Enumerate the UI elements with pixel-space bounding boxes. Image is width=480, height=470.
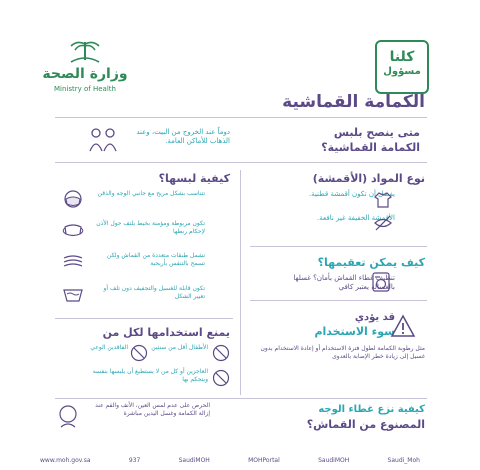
prohibit-unconscious: الفاقدين الوعي bbox=[90, 344, 128, 351]
materials-item-2: الأقمشة الخفيفة غير نافعة. bbox=[317, 214, 395, 222]
footer-bar bbox=[40, 455, 420, 467]
prohibit-children: الأطفال أقل من سنتين bbox=[151, 344, 208, 351]
footer-snap[interactable]: Saudi_Moh bbox=[387, 457, 420, 464]
prohibit-title: يمنع استخدامها لكل من bbox=[102, 326, 230, 339]
howto-title: كيفية لبسها؟ bbox=[158, 172, 230, 185]
misuse-title-1: قد يؤدي bbox=[354, 312, 395, 323]
sterilize-title: كيف يمكن تعقيمها؟ bbox=[317, 256, 425, 269]
footer-portal[interactable]: MOHPortal bbox=[248, 457, 280, 464]
badge-line1: كلنا bbox=[389, 49, 415, 65]
badge-line2: مسؤول bbox=[383, 66, 421, 77]
layers-icon bbox=[60, 252, 86, 272]
ear-loop-icon bbox=[60, 220, 86, 240]
footer-instagram[interactable]: SaudiMOH bbox=[318, 457, 350, 464]
warning-icon bbox=[390, 314, 416, 338]
howto-item-1: تتناسب بشكل مريح مع جانبي الوجه والذقن bbox=[97, 190, 205, 197]
howto-item-4: تكون قابلة للغسيل والتجفيف دون تلف أو تغيير الشكل bbox=[103, 285, 205, 300]
washing-machine-icon bbox=[368, 272, 394, 292]
materials-title: نوع المواد (الأقمشة) bbox=[312, 172, 425, 185]
misuse-title-2: سوء الاستخدام bbox=[314, 325, 395, 338]
shirt-icon bbox=[370, 190, 396, 210]
misuse-text: مثل رطوبة الكمامة لطول فترة الاستخدام أو إعادة الاستخدام بدون غسيل إلى زيادة خطر الإصابة بالعدوى bbox=[260, 345, 425, 360]
when-text: دوماً عند الخروج من البيت، وعند الذهاب للأماكن العامة. bbox=[136, 128, 230, 145]
removal-text: الحرص على عدم لمس العين، الأنف والفم عند إزالة الكمامة وغسل اليدين مباشرة bbox=[95, 402, 210, 417]
no-fabric-icon bbox=[370, 213, 396, 233]
people-icon bbox=[88, 127, 118, 153]
howto-item-2: تكون مربوطة ومؤمنة بخيط يلتف حول الأذن لإحكام ربطها bbox=[96, 220, 205, 235]
hand-face-icon bbox=[55, 403, 81, 429]
when-title-1: متى ينصح بلبس bbox=[333, 126, 420, 139]
footer-website[interactable]: www.moh.gov.sa bbox=[40, 457, 91, 464]
palm-swords-icon bbox=[65, 38, 105, 66]
materials-item-1: يفضل أن تكون أقمشة قطنية. bbox=[308, 190, 395, 198]
when-title-2: الكمامة القماشية؟ bbox=[321, 141, 420, 154]
wash-basin-icon bbox=[60, 284, 86, 304]
sterilize-text: تنظيف غطاء القماش بأمان؟ غسلها بالغسالة يعتبر كافي bbox=[293, 274, 395, 291]
prohibit-unable: العاجزين أو كل من لا يستطيع أن يلبسها بنفسه ويتحكم بها bbox=[92, 368, 208, 383]
ministry-name-ar: وزارة الصحة bbox=[42, 66, 128, 82]
howto-item-3: تشمل طبقات متعددة من القماش ولكن تسمح بالتنفس بأريحية bbox=[106, 252, 205, 267]
removal-title-2: المصنوع من القماش؟ bbox=[306, 418, 425, 431]
footer-phone[interactable]: 937 bbox=[128, 457, 141, 464]
ministry-name-en: Ministry of Health bbox=[54, 85, 116, 93]
footer-twitter[interactable]: SaudiMOH bbox=[178, 457, 210, 464]
mask-fit-icon bbox=[60, 189, 86, 209]
removal-title-1: كيفية نزع غطاء الوجه bbox=[318, 404, 425, 415]
ministry-logo bbox=[30, 38, 140, 96]
no-self-wear-icon bbox=[208, 368, 234, 388]
no-children-icon bbox=[208, 343, 234, 363]
no-unconscious-icon bbox=[126, 343, 152, 363]
kulluna-masool-badge bbox=[375, 40, 429, 94]
page-title: الكمامة القماشية bbox=[282, 92, 425, 112]
